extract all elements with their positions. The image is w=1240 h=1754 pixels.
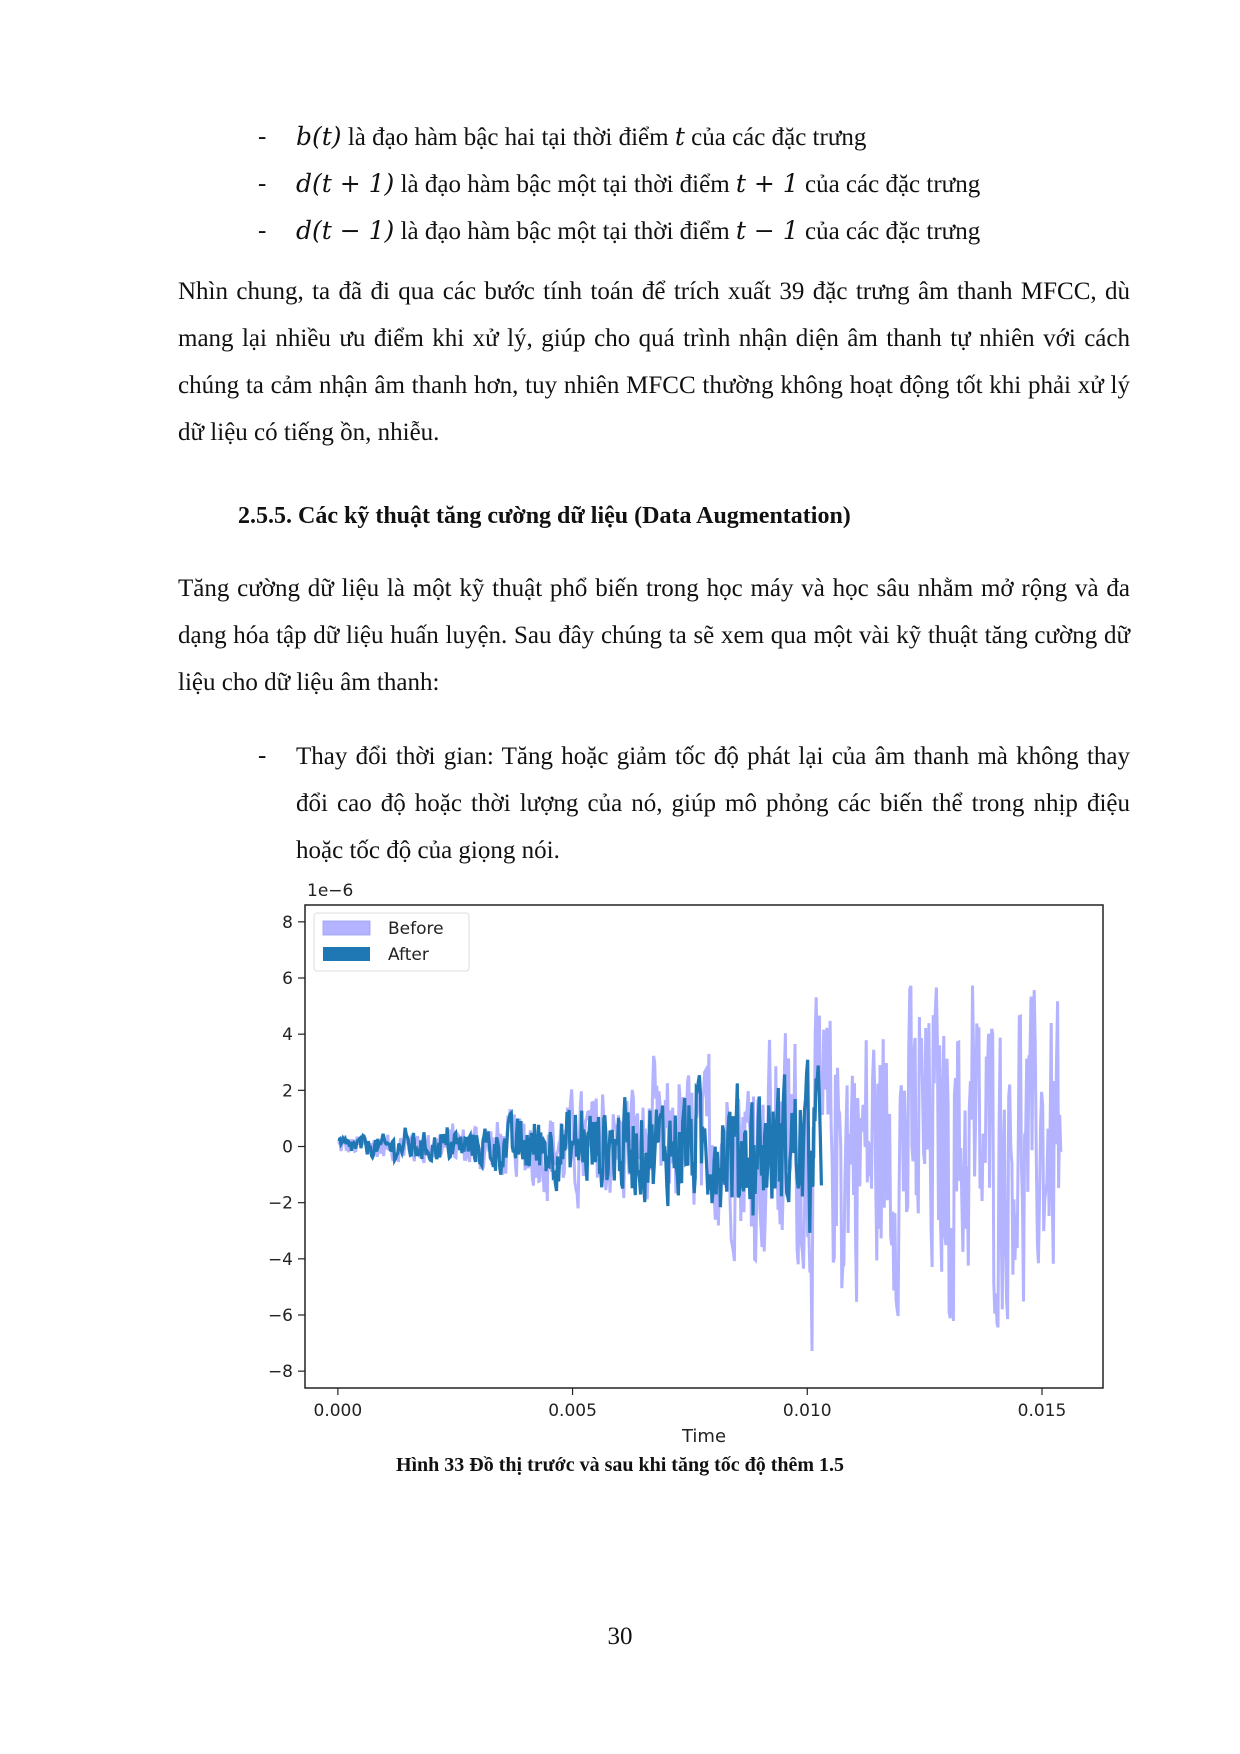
svg-text:6: 6	[282, 969, 293, 990]
chart-legend	[314, 913, 469, 971]
series-before	[338, 986, 1061, 1352]
waveform-chart	[0, 870, 1240, 1450]
mfcc-summary-paragraph: Nhìn chung, ta đã đi qua các bước tính toán để trích xuất 39 đặc trưng âm thanh MFCC, dù mang lại nhiều ưu điểm khi xử lý, giúp cho quá trình nhận diện âm thanh tự nhiên với cách chúng ta cảm nhận âm thanh hơn, tuy nhiên MFCC thường không hoạt động tốt khi phải xử lý dữ liệu có tiếng ồn, nhiễu.	[178, 278, 1130, 446]
waveform-chart-svg	[0, 870, 1240, 1450]
waveform-plot-area	[338, 986, 1061, 1352]
bullet-marker: -	[258, 217, 267, 244]
svg-text:4: 4	[282, 1025, 293, 1046]
y-scale-label: 1e−6	[307, 881, 354, 901]
bullet-marker: -	[258, 742, 267, 769]
bullet-text: của các đặc trưng	[798, 218, 981, 245]
svg-text:−2: −2	[267, 1193, 293, 1214]
bullet-text: của các đặc trưng	[798, 171, 981, 198]
bullet-text: là đạo hàm bậc một tại thời điểm	[394, 218, 736, 245]
svg-text:0.015: 0.015	[1017, 1401, 1067, 1421]
svg-text:−4: −4	[267, 1249, 293, 1270]
math-expression: t − 1	[735, 216, 799, 245]
svg-text:0.010: 0.010	[782, 1401, 832, 1421]
series-after	[338, 1060, 822, 1233]
section-heading: 2.5.5. Các kỹ thuật tăng cường dữ liệu (Data Augmentation)	[238, 503, 851, 529]
math-expression: t	[674, 122, 685, 151]
legend-label-before: Before	[388, 919, 444, 939]
svg-text:0.000: 0.000	[313, 1401, 363, 1421]
legend-swatch-before	[323, 921, 370, 935]
bullet-text: là đạo hàm bậc hai tại thời điểm	[341, 124, 675, 151]
math-expression: d(t − 1)	[296, 216, 395, 245]
bullet-item	[296, 122, 866, 153]
figure-caption: Hình 33 Đồ thị trước và sau khi tăng tốc độ thêm 1.5	[395, 1454, 845, 1476]
math-expression: b(t)	[296, 122, 342, 151]
x-axis-label: Time	[681, 1426, 727, 1447]
svg-text:2: 2	[282, 1081, 293, 1102]
bullet-marker: -	[258, 123, 267, 150]
svg-text:0.005: 0.005	[548, 1401, 597, 1421]
svg-text:8: 8	[282, 912, 293, 933]
math-expression: t + 1	[735, 169, 799, 198]
page-number: 30	[607, 1623, 633, 1650]
legend-swatch-after	[323, 947, 370, 961]
svg-text:0: 0	[282, 1137, 293, 1158]
legend-label-after: After	[388, 945, 429, 965]
svg-text:−8: −8	[267, 1362, 293, 1383]
bullet-text: của các đặc trưng	[684, 124, 867, 151]
bullet-marker: -	[258, 170, 267, 197]
bullet-item	[296, 216, 980, 247]
time-stretch-bullet: Thay đổi thời gian: Tăng hoặc giảm tốc độ phát lại của âm thanh mà không thay đổi cao độ hoặc thời lượng của nó, giúp mô phỏng các biến thể trong nhịp điệu hoặc tốc độ của giọng nói.	[296, 743, 1130, 864]
bullet-text: là đạo hàm bậc một tại thời điểm	[394, 171, 736, 198]
augmentation-intro-paragraph: Tăng cường dữ liệu là một kỹ thuật phổ biến trong học máy và học sâu nhằm mở rộng và đa dạng hóa tập dữ liệu huấn luyện. Sau đây chúng ta sẽ xem qua một vài kỹ thuật tăng cường dữ liệu cho dữ liệu âm thanh:	[178, 575, 1130, 696]
math-expression: d(t + 1)	[296, 169, 395, 198]
y-axis-ticks	[268, 913, 305, 1382]
x-axis-ticks	[314, 1388, 1067, 1421]
svg-text:−6: −6	[267, 1305, 293, 1326]
bullet-item	[296, 169, 980, 200]
